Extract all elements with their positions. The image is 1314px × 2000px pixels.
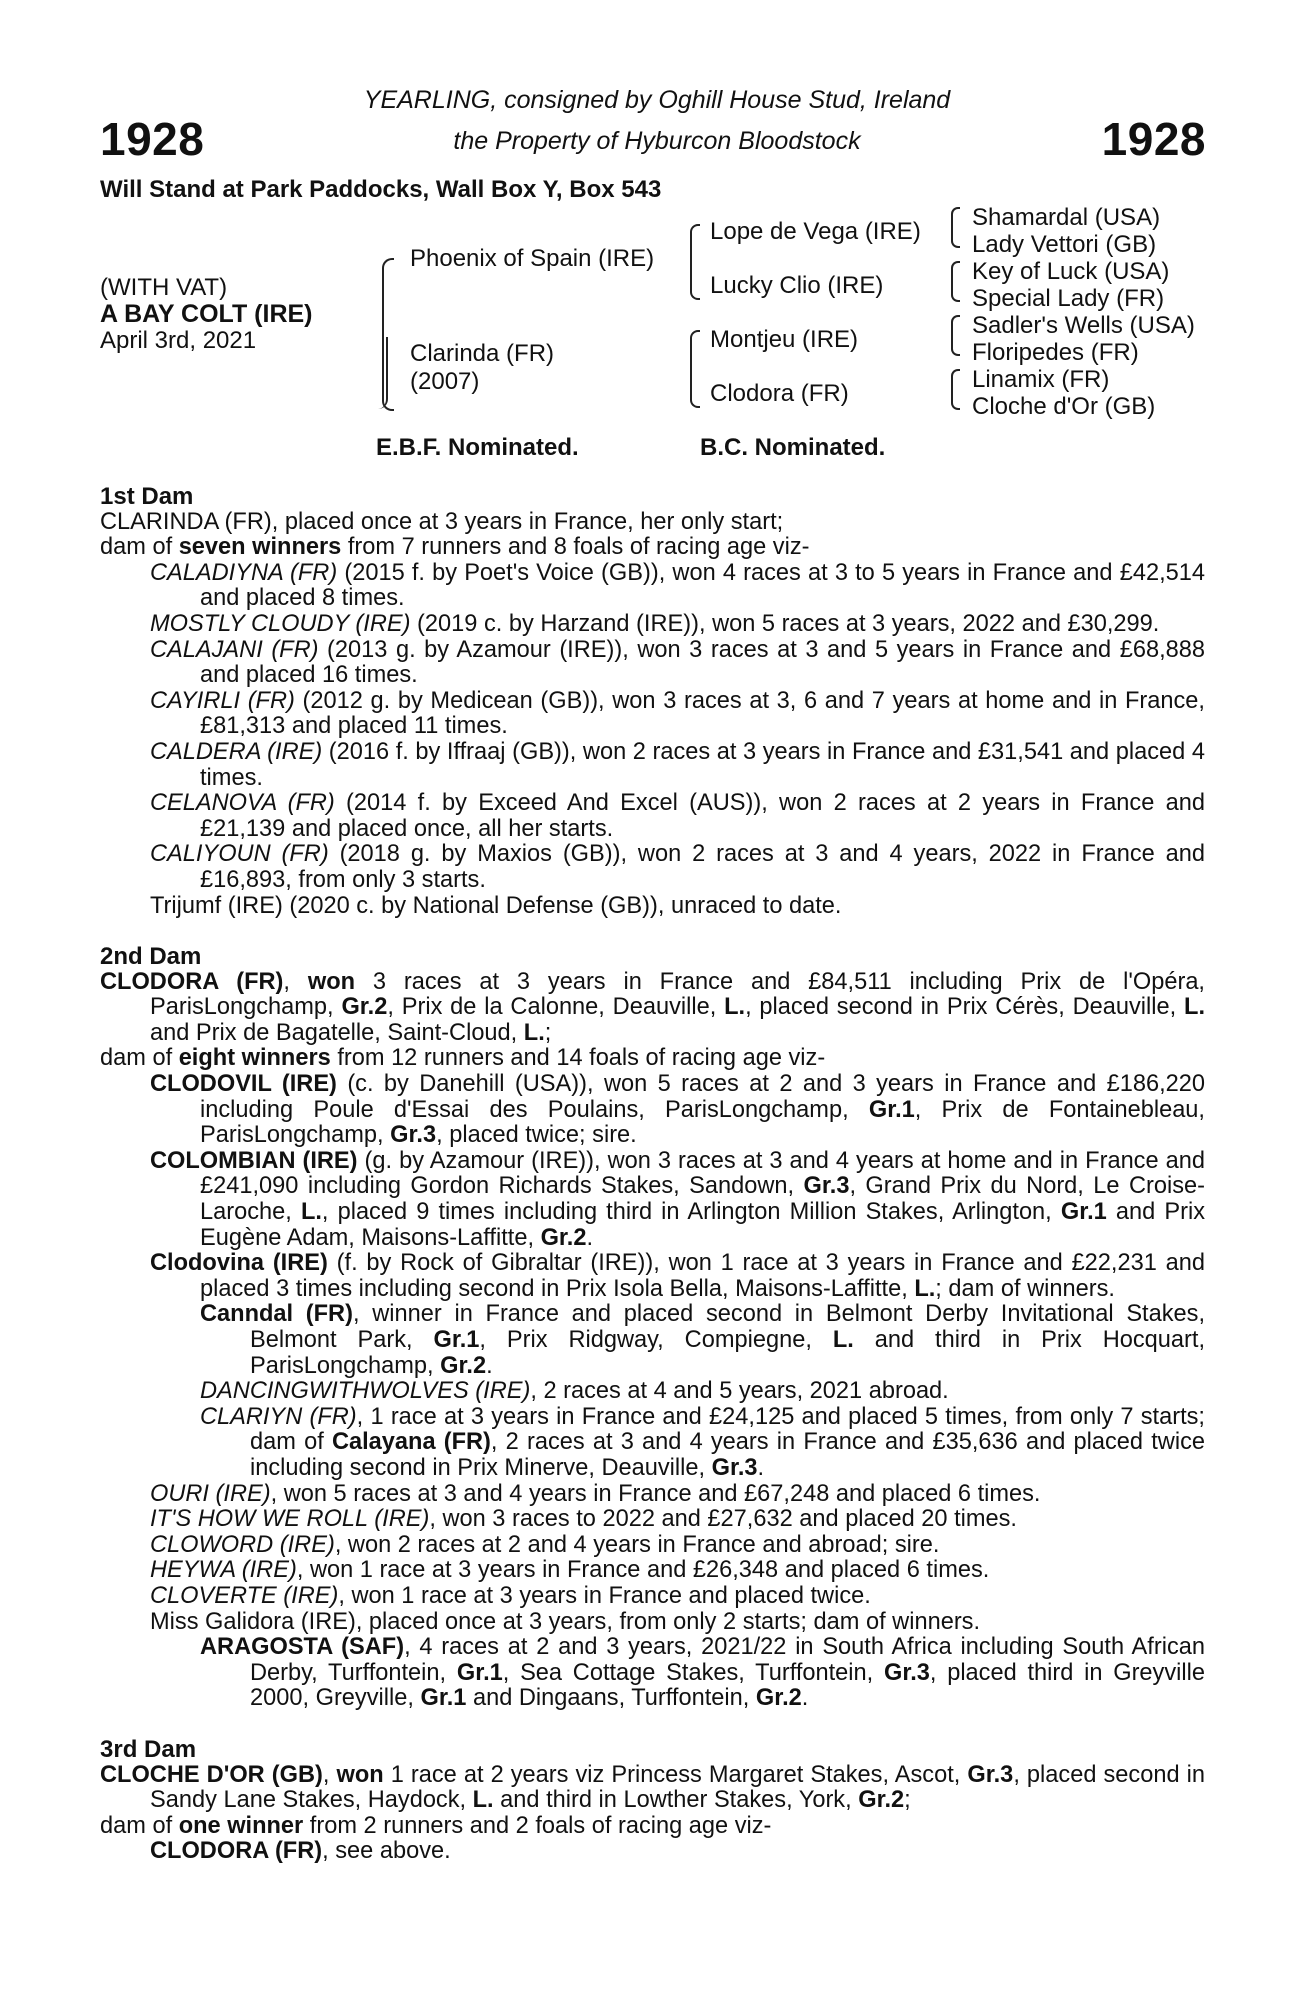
brace-sire-bottom [690,258,700,300]
foal-entry: CALAJANI (FR) (2013 g. by Azamour (IRE)), won 3 races at 3 and 5 years in France and £68,888 and placed 16 times. [150,636,1205,689]
dss: Sadler's Wells (USA) [972,312,1195,339]
dam-dam: Clodora (FR) [710,380,849,407]
grand-foal-entry: DANCINGWITHWOLVES (IRE), 2 races at 4 and 5 years, 2021 abroad. [200,1378,949,1405]
ddd: Cloche d'Or (GB) [972,393,1156,420]
foal-entry: Miss Galidora (IRE), placed once at 3 years, from only 2 starts; dam of winners. [150,1608,981,1635]
foal-entry: CLOWORD (IRE), won 2 races at 2 and 4 years in France and abroad; sire. [150,1531,940,1558]
third-dam-intro: CLOCHE D'OR (GB), won 1 race at 2 years viz Princess Margaret Stakes, Ascot, Gr.3, placed second in Sandy Lane Stakes, Haydock, L. and third in Lowther Stakes, York, Gr.2; [100,1761,1205,1814]
foal-entry: CELANOVA (FR) (2014 f. by Exceed And Excel (AUS)), won 2 races at 2 years in France and £21,139 and placed once, all her starts. [150,790,1205,842]
foal-entry: CLODOVIL (IRE) (c. by Danehill (USA)), won 5 races at 2 and 3 years in France and £186,220 including Poule d'Essai des Poulains, ParisLongchamp, Gr.1, Prix de Fontainebleau, ParisLongchamp, Gr.3, placed twice; sire. [150,1071,1205,1149]
brace-dam-top [690,330,700,368]
bc-nomination: B.C. Nominated. [700,434,886,461]
first-dam-produce: dam of seven winners from 7 runners and 8 foals of racing age viz- [100,534,810,561]
brace-dam-bottom [690,366,700,408]
foal-entry: CLODORA (FR), see above. [150,1838,451,1865]
third-dam-produce: dam of one winner from 2 runners and 2 foals of racing age viz- [100,1812,772,1839]
dds: Linamix (FR) [972,366,1110,393]
brace-g1-bottom [951,226,960,248]
consignor-line: YEARLING, consigned by Oghill House Stud, Ireland [363,86,951,114]
foal-entry: HEYWA (IRE), won 1 race at 3 years in France and £26,348 and placed 6 times. [150,1557,990,1584]
foal-entry: MOSTLY CLOUDY (IRE) (2019 c. by Harzand (IRE)), won 5 races at 3 years, 2022 and £30,299. [150,610,1160,637]
foal-entry: OURI (IRE), won 5 races at 3 and 4 years in France and £67,248 and placed 6 times. [150,1480,1041,1507]
sire-dam: Lucky Clio (IRE) [710,272,884,299]
grand-foal-entry: ARAGOSTA (SAF), 4 races at 2 and 3 years, 2021/22 in South Africa including South African Derby, Turffontein, Gr.1, Sea Cottage Stakes, Turffontein, Gr.3, placed third in Greyville 2000, Greyville, Gr.1 and Dingaans, Turffontein, Gr.2. [200,1634,1205,1712]
foal-entry: CALADIYNA (FR) (2015 f. by Poet's Voice (GB)), won 4 races at 3 to 5 years in France and £42,514 and placed 8 times. [150,559,1205,612]
foal-entry: COLOMBIAN (IRE) (g. by Azamour (IRE)), won 3 races at 3 and 4 years at home and in France and £241,090 including Gordon Richards Stakes, Sandown, Gr.3, Grand Prix du Nord, Le Croise-Laroche, L., placed 9 times including third in Arlington Million Stakes, Arlington, Gr.1 and Prix Eugène Adam, Maisons-Laffitte, Gr.2. [150,1147,1206,1251]
first-dam-line: CLARINDA (FR), placed once at 3 years in France, her only start; [100,508,784,535]
foal-entry: CALDERA (IRE) (2016 f. by Iffraaj (GB)), won 2 races at 3 years in France and £31,541 and placed 4 times. [150,738,1205,791]
ssd: Lady Vettori (GB) [972,231,1157,258]
foal-entry: Trijumf (IRE) (2020 c. by National Defense (GB)), unraced to date. [150,892,842,919]
property-line: the Property of Hyburcon Bloodstock [453,127,861,155]
foal-entry: CAYIRLI (FR) (2012 g. by Medicean (GB)), won 3 races at 3, 6 and 7 years at home and in France, £81,313 and placed 11 times. [150,687,1205,740]
grand-foal-entry: CLARIYN (FR), 1 race at 3 years in France and £24,125 and placed 5 times, from only 7 starts; dam of Calayana (FR), 2 races at 3 and 4 years in France and £35,636 and placed twice including second in Prix Minerve, Deauville, Gr.3. [200,1403,1205,1481]
first-dam-heading: 1st Dam [100,483,194,510]
third-dam-heading: 3rd Dam [100,1735,197,1763]
brace-main-top [382,258,394,339]
foal-entry: CLOVERTE (IRE), won 1 race at 3 years in France and placed twice. [150,1582,871,1609]
foal-entry: Clodovina (IRE) (f. by Rock of Gibraltar (IRE)), won 1 race at 3 years in France and £22,231 and placed 3 times including second in Prix Isola Bella, Maisons-Laffitte, L.; dam of winners. [150,1250,1205,1302]
foal-entry: CALIYOUN (FR) (2018 g. by Maxios (GB)), won 2 races at 3 and 4 years, 2022 in France and £16,893, from only 3 starts. [150,841,1206,893]
horse-name: A BAY COLT (IRE) [100,300,313,328]
brace-g3-bottom [951,334,960,356]
sire: Phoenix of Spain (IRE) [410,245,655,272]
second-dam-intro: CLODORA (FR), won 3 races at 3 years in France and £84,511 including Prix de l'Opéra, ParisLongchamp, Gr.2, Prix de la Calonne, Deauville, L., placed second in Prix Cérès, Deauville, L. and Prix de Bagatelle, Saint-Cloud, L.; [100,968,1205,1046]
sdd: Special Lady (FR) [972,285,1165,312]
dam-year: (2007) [410,368,480,395]
brace-sire-top [690,224,700,260]
brace-g2-bottom [951,280,960,302]
lot-number-left: 1928 [100,113,205,165]
brace-g4-top [951,369,960,390]
vat-note: (WITH VAT) [100,274,228,301]
brace-g2-top [951,261,960,282]
foal-entry: IT'S HOW WE ROLL (IRE), won 3 races to 2022 and £27,632 and placed 20 times. [150,1506,1017,1533]
second-dam-heading: 2nd Dam [100,943,202,971]
sire-sire: Lope de Vega (IRE) [710,218,921,245]
foaling-date: April 3rd, 2021 [100,327,257,354]
sds: Key of Luck (USA) [972,258,1170,285]
brace-g4-bottom [951,388,960,410]
brace-g1-top [951,207,960,228]
dam-record [100,484,1205,1865]
lot-number-right: 1928 [1101,113,1206,165]
grand-foal-entry: Canndal (FR), winner in France and placed second in Belmont Derby Invitational Stakes, Belmont Park, Gr.1, Prix Ridgway, Compiegne, L. and third in Prix Hocquart, ParisLongchamp, Gr.2. [200,1301,1206,1379]
stand-location: Will Stand at Park Paddocks, Wall Box Y, Box 543 [100,176,662,203]
brace-main-bottom [382,337,394,411]
brace-g3-top [951,315,960,336]
ebf-nomination: E.B.F. Nominated. [376,434,579,461]
dam-sire: Montjeu (IRE) [710,326,859,353]
sss: Shamardal (USA) [972,204,1161,231]
second-dam-produce: dam of eight winners from 12 runners and 14 foals of racing age viz- [100,1045,826,1072]
dam: Clarinda (FR) [410,340,555,367]
dsd: Floripedes (FR) [972,339,1139,366]
